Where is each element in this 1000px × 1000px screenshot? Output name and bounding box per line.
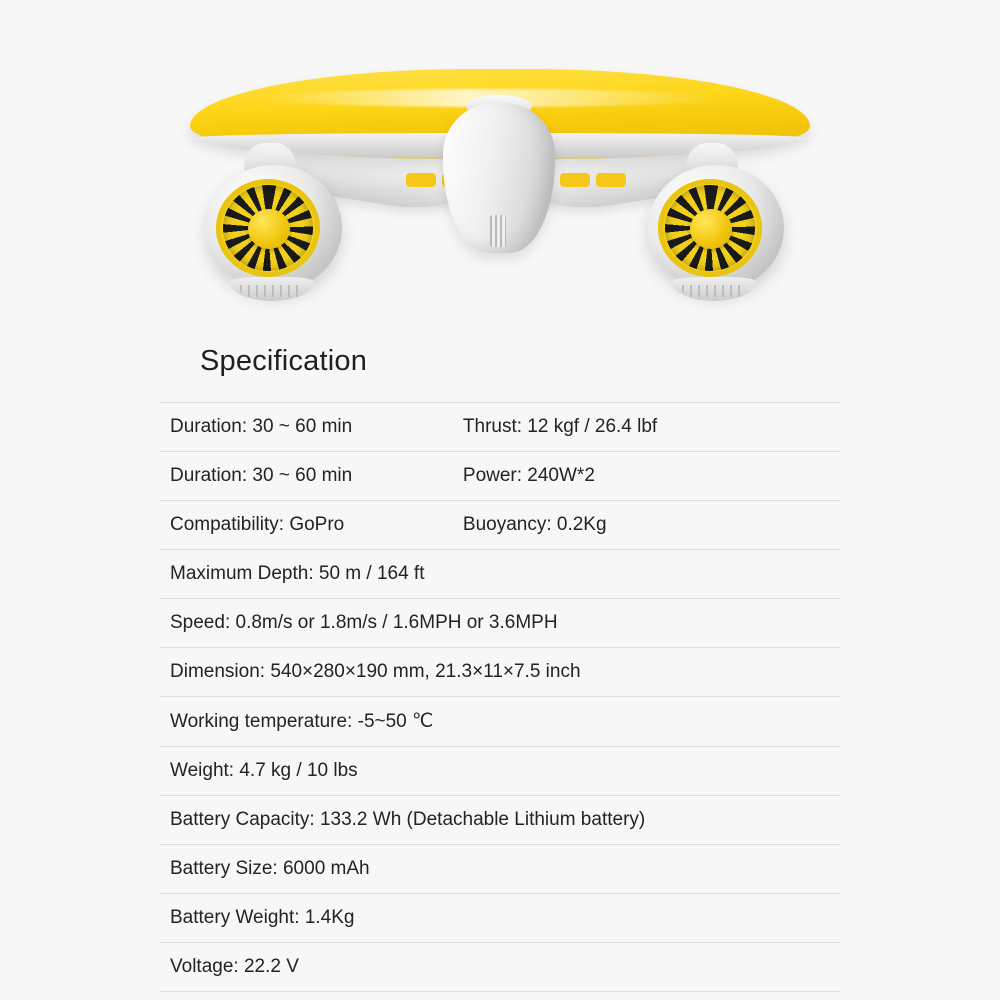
arm-tab — [596, 173, 626, 187]
thruster-foot-ribs — [682, 285, 746, 297]
spec-cell-full: Working temperature: -5~50 ℃ — [170, 711, 434, 732]
thruster-foot-ribs — [240, 285, 304, 297]
specification-table-body — [160, 403, 840, 992]
spec-cell-full: Speed: 0.8m/s or 1.8m/s / 1.6MPH or 3.6MPH — [170, 612, 558, 633]
table-row — [160, 943, 840, 992]
arm-tab — [406, 173, 436, 187]
table-row — [160, 894, 840, 943]
spec-cell-full: Battery Weight: 1.4Kg — [170, 907, 355, 928]
spec-cell-full: Battery Size: 6000 mAh — [170, 858, 370, 879]
table-row — [160, 747, 840, 796]
arm-tab — [560, 173, 590, 187]
table-row — [160, 403, 840, 452]
table-row — [160, 845, 840, 894]
table-row — [160, 501, 840, 550]
table-row — [160, 452, 840, 501]
propeller-hub — [690, 209, 732, 249]
spec-cell-full: Dimension: 540×280×190 mm, 21.3×11×7.5 inch — [170, 661, 581, 682]
table-row — [160, 697, 840, 747]
spec-cell-full: Maximum Depth: 50 m / 164 ft — [170, 563, 425, 584]
specification-section — [0, 345, 1000, 992]
product-image — [0, 0, 1000, 345]
right-thruster — [642, 165, 790, 297]
section-title: Specification — [200, 345, 368, 377]
left-thruster — [200, 165, 348, 297]
spec-cell-full: Voltage: 22.2 V — [170, 956, 299, 977]
table-row — [160, 648, 840, 697]
spec-cell-left: Duration: 30 ~ 60 min — [170, 465, 353, 486]
spec-cell-full: Battery Capacity: 133.2 Wh (Detachable Lithium battery) — [170, 809, 646, 830]
propeller-hub — [248, 209, 290, 249]
table-row — [160, 550, 840, 599]
table-row — [160, 599, 840, 648]
spec-cell-right: Thrust: 12 kgf / 26.4 lbf — [462, 416, 658, 437]
specification-table — [160, 402, 840, 992]
table-row — [160, 796, 840, 845]
spec-cell-right: Power: 240W*2 — [462, 465, 595, 486]
spec-cell-left: Compatibility: GoPro — [170, 514, 345, 535]
product-illustration — [170, 55, 830, 320]
hub-vent — [490, 215, 506, 247]
spec-cell-left: Duration: 30 ~ 60 min — [170, 416, 353, 437]
spec-cell-full: Weight: 4.7 kg / 10 lbs — [170, 760, 358, 781]
spec-cell-right: Buoyancy: 0.2Kg — [462, 514, 607, 535]
